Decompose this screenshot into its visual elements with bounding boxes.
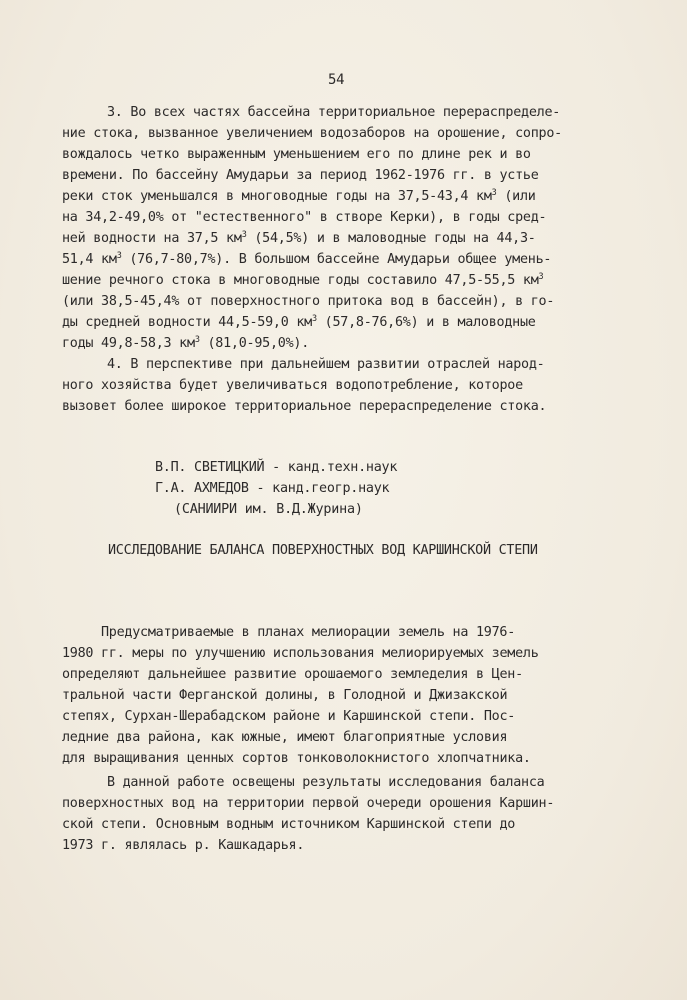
paragraph-3-line-5 xyxy=(62,190,536,203)
superscript: 3 xyxy=(116,251,122,261)
paragraph-4-line-1: 4. В перспективе при дальнейшем развитии отраслей народ- xyxy=(107,357,545,372)
body-paragraph-2-line-4: 1973 г. являлась р. Кашкадарья. xyxy=(62,838,305,853)
text-span: (57,8-76,6%) и в маловодные xyxy=(316,315,536,330)
paragraph-3-line-12 xyxy=(62,337,309,350)
article-title: ИССЛЕДОВАНИЕ БАЛАНСА ПОВЕРХНОСТНЫХ ВОД КАРШИНСКОЙ СТЕПИ xyxy=(108,543,538,558)
paragraph-3-line-10: (или 38,5-45,4% от поверхностного притока вод в бассейн), в го- xyxy=(62,294,555,309)
paragraph-3-line-2: ние стока, вызванное увеличением водозаборов на орошение, сопро- xyxy=(62,126,562,141)
superscript: 3 xyxy=(538,272,544,282)
text-span: шение речного стока в многоводные годы составило 47,5-55,5 км xyxy=(62,273,539,288)
paragraph-3-line-11 xyxy=(62,316,536,329)
body-paragraph-2-line-3: ской степи. Основным водным источником Каршинской степи до xyxy=(62,817,516,832)
superscript: 3 xyxy=(311,314,317,324)
paragraph-3-line-7 xyxy=(62,232,536,245)
body-paragraph-1-line-6: ледние два района, как южные, имеют благоприятные условия xyxy=(62,730,508,745)
paragraph-3-line-1: 3. Во всех частях бассейна территориальное перераспределе- xyxy=(107,105,561,120)
text-span: 51,4 км xyxy=(62,252,117,267)
paragraph-3-line-6: на 34,2-49,0% от "естественного" в створе Керки), в годы сред- xyxy=(62,210,547,225)
text-span: годы 49,8-58,3 км xyxy=(62,336,195,351)
page-number: 54 xyxy=(328,72,345,88)
body-paragraph-1-line-3: определяют дальнейшее развитие орошаемого земледелия в Цен- xyxy=(62,667,523,682)
body-paragraph-1-line-1: Предусматриваемые в планах мелиорации земель на 1976- xyxy=(101,625,516,640)
superscript: 3 xyxy=(491,188,497,198)
body-paragraph-1-line-7: для выращивания ценных сортов тонковолокнистого хлопчатника. xyxy=(62,751,531,766)
text-span: (или xyxy=(496,189,536,204)
superscript: 3 xyxy=(241,230,247,240)
text-span: (54,5%) и в маловодные годы на 44,3- xyxy=(246,231,536,246)
paragraph-3-line-3: вождалось четко выраженным уменьшением его по длине рек и во xyxy=(62,147,531,162)
paragraph-4-line-2: ного хозяйства будет увеличиваться водопотребление, которое xyxy=(62,378,523,393)
text-span: (76,7-80,7%). В большом бассейне Амударьи общее умень- xyxy=(121,252,552,267)
superscript: 3 xyxy=(194,335,200,345)
paragraph-3-line-8 xyxy=(62,253,551,266)
text-span: ней водности на 37,5 км xyxy=(62,231,242,246)
text-span: (81,0-95,0%). xyxy=(199,336,310,351)
author-2: Г.А. АХМЕДОВ - канд.геогр.наук xyxy=(155,481,390,496)
text-span: ды средней водности 44,5-59,0 км xyxy=(62,315,312,330)
paragraph-3-line-9 xyxy=(62,274,543,287)
body-paragraph-2-line-2: поверхностных вод на территории первой очереди орошения Каршин- xyxy=(62,796,555,811)
author-affiliation: (САНИИРИ им. В.Д.Журина) xyxy=(174,502,363,517)
body-paragraph-1-line-4: тральной части Ферганской долины, в Голодной и Джизакской xyxy=(62,688,508,703)
body-paragraph-1-line-5: степях, Сурхан-Шерабадском районе и Каршинской степи. Пос- xyxy=(62,709,516,724)
author-1: В.П. СВЕТИЦКИЙ - канд.техн.наук xyxy=(155,460,398,475)
body-paragraph-2-line-1: В данной работе освещены результаты исследования баланса xyxy=(107,775,545,790)
paragraph-4-line-3: вызовет более широкое территориальное перераспределение стока. xyxy=(62,399,547,414)
body-paragraph-1-line-2: 1980 гг. меры по улучшению использования мелиорируемых земель xyxy=(62,646,539,661)
text-span: реки сток уменьшался в многоводные годы на 37,5-43,4 км xyxy=(62,189,492,204)
paragraph-3-line-4: времени. По бассейну Амударьи за период 1962-1976 гг. в устье xyxy=(62,168,539,183)
